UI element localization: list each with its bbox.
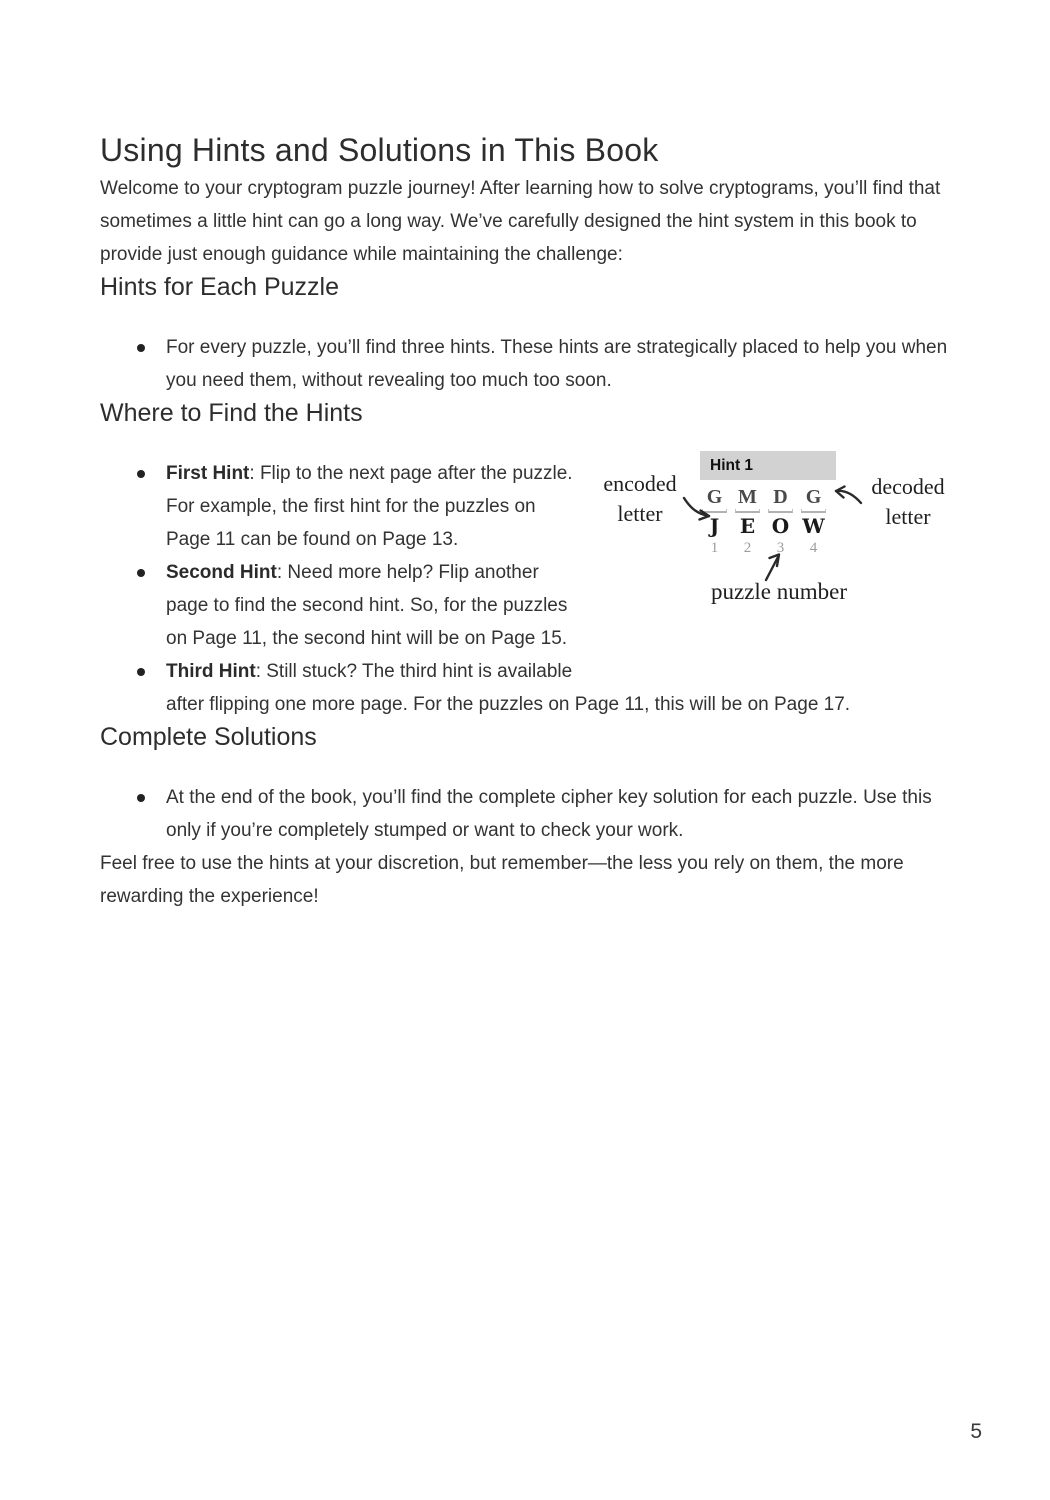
decoded-letter: M xyxy=(738,486,757,508)
hint-banner: Hint 1 xyxy=(700,451,836,480)
puzzle-number-digit: 1 xyxy=(710,540,719,556)
decoded-label-line1: decoded xyxy=(871,474,945,499)
decoded-letter: G xyxy=(706,486,723,508)
page-number: 5 xyxy=(970,1420,982,1443)
decoded-label-line2: letter xyxy=(885,504,931,529)
where-to-find-content xyxy=(100,457,958,721)
first-hint-label: First Hint xyxy=(166,463,250,484)
list-item-first-hint xyxy=(100,457,958,556)
section-heading-hints-for-each-puzzle: Hints for Each Puzzle xyxy=(100,273,339,301)
bullet-text: At the end of the book, you’ll find the complete cipher key solution for each puzzle. Use this only if you’re completely stumped or want to check your work. xyxy=(166,787,932,841)
third-hint-text: : Still stuck? The third hint is available after flipping one more page. For the puzzles on Page 11, this will be on Page 17. xyxy=(166,661,851,715)
third-hint-label: Third Hint xyxy=(166,661,256,682)
hints-for-each-puzzle-list xyxy=(100,331,958,397)
complete-solutions-list xyxy=(100,781,958,847)
decoded-letter: D xyxy=(773,486,788,508)
list-item xyxy=(100,331,958,397)
bullet-text: For every puzzle, you’ll find three hints. These hints are strategically placed to help you when you need them, without revealing too much too soon. xyxy=(166,337,948,391)
puzzle-number-digit: 3 xyxy=(776,540,785,556)
puzzle-number-label: puzzle number xyxy=(710,579,848,604)
encoded-letter: W xyxy=(802,514,825,538)
page-title: Using Hints and Solutions in This Book xyxy=(100,132,659,168)
encoded-label-line1: encoded xyxy=(603,471,677,496)
section-heading-complete-solutions: Complete Solutions xyxy=(100,723,317,751)
list-item-third-hint xyxy=(100,655,958,721)
second-hint-text: : Need more help? Flip another page to find the second hint. So, for the puzzles on Page 11, the second hint will be on Page 15. xyxy=(166,562,568,649)
closing-paragraph: Feel free to use the hints at your discretion, but remember—the less you rely on them, the more rewarding the experience! xyxy=(100,853,904,907)
encoded-label-line2: letter xyxy=(617,501,663,526)
puzzle-number-digit: 4 xyxy=(809,540,818,556)
puzzle-number-digit: 2 xyxy=(743,540,752,556)
encoded-letter: E xyxy=(739,514,756,538)
list-item-second-hint xyxy=(100,556,958,655)
intro-paragraph: Welcome to your cryptogram puzzle journey! After learning how to solve cryptograms, you’ll find that sometimes a little hint can go a long way. We’ve carefully designed the hint system in this book to provide just enough guidance while maintaining the challenge: xyxy=(100,178,941,265)
second-hint-label: Second Hint xyxy=(166,562,277,583)
encoded-letter: J xyxy=(709,514,720,538)
where-to-find-list xyxy=(100,457,958,721)
list-item xyxy=(100,781,958,847)
section-heading-where-to-find: Where to Find the Hints xyxy=(100,399,363,427)
first-hint-text: : Flip to the next page after the puzzle. For example, the first hint for the puzzles on Page 11 can be found on Page 13. xyxy=(166,463,573,550)
encoded-letter: O xyxy=(771,514,790,538)
decoded-letter: G xyxy=(805,486,822,508)
